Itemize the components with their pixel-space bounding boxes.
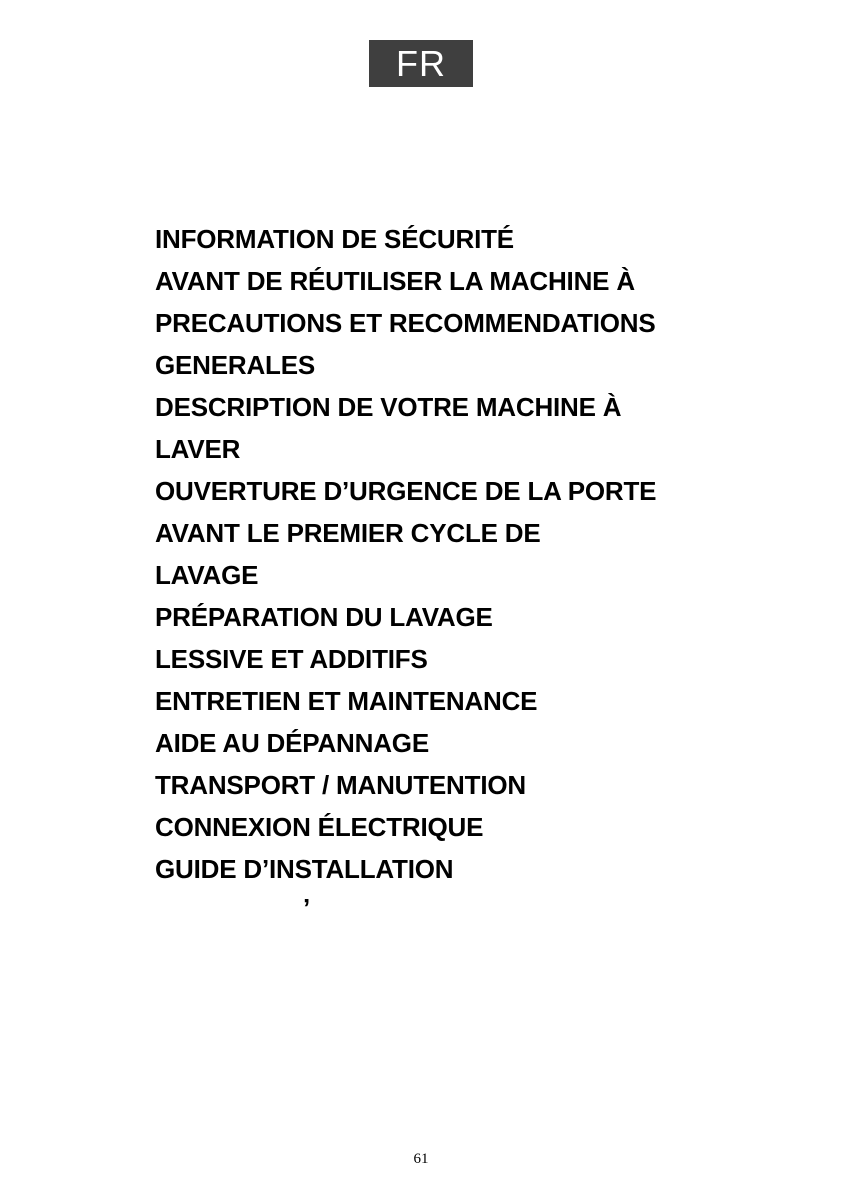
- toc-line: DESCRIPTION DE VOTRE MACHINE À: [155, 392, 622, 422]
- toc-line: ENTRETIEN ET MAINTENANCE: [155, 686, 538, 716]
- toc-line: LAVAGE: [155, 560, 259, 590]
- table-of-contents: [155, 218, 656, 890]
- language-badge: FR: [369, 40, 473, 87]
- toc-line: TRANSPORT / MANUTENTION: [155, 770, 526, 800]
- toc-line: AVANT LE PREMIER CYCLE DE: [155, 518, 541, 548]
- toc-line: OUVERTURE D’URGENCE DE LA PORTE: [155, 476, 657, 506]
- toc-line: GENERALES: [155, 350, 316, 380]
- toc-line: PRÉPARATION DU LAVAGE: [155, 602, 493, 632]
- toc-line: LAVER: [155, 434, 241, 464]
- toc-line: CONNEXION ÉLECTRIQUE: [155, 812, 484, 842]
- toc-line: LESSIVE ET ADDITIFS: [155, 644, 428, 674]
- toc-line: INFORMATION DE SÉCURITÉ: [155, 224, 514, 254]
- stray-apostrophe: ’: [303, 893, 311, 923]
- toc-line: GUIDE D’INSTALLATION: [155, 854, 454, 884]
- toc-line: PRECAUTIONS ET RECOMMENDATIONS: [155, 308, 656, 338]
- toc-line: AIDE AU DÉPANNAGE: [155, 728, 429, 758]
- page-number: 61: [413, 1151, 429, 1167]
- toc-line: AVANT DE RÉUTILISER LA MACHINE À: [155, 266, 635, 296]
